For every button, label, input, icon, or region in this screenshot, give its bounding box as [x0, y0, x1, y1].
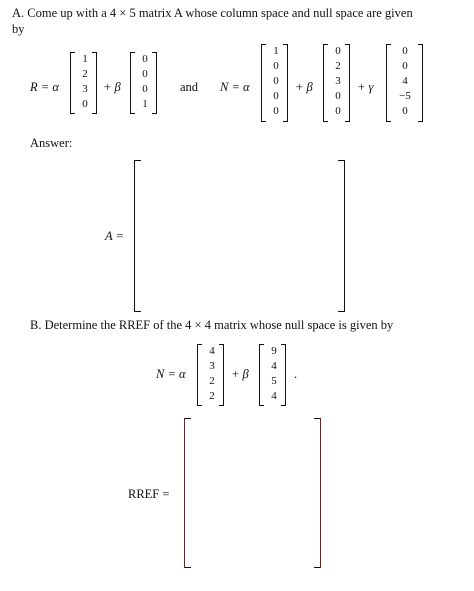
n-v3-entry: 0 — [402, 105, 408, 117]
n-v3-right-bracket — [418, 44, 423, 122]
b-plus-beta: + β — [231, 367, 249, 381]
n-plus-gamma: + γ — [357, 80, 374, 94]
b-v1-entry: 2 — [209, 375, 215, 387]
n-v1-entry: 0 — [273, 90, 279, 102]
r-v2-left-bracket — [130, 52, 135, 114]
b-v1-entry: 2 — [209, 390, 215, 402]
n-v3-entry: 0 — [402, 60, 408, 72]
n-v2-entry: 2 — [335, 60, 341, 72]
b-vector-2 — [267, 344, 281, 404]
part-a-question-line1: A. Come up with a 4 × 5 matrix A whose column space and null space are given — [12, 6, 413, 20]
n-plus-beta: + β — [295, 80, 313, 94]
a-answer-right-bracket[interactable] — [338, 160, 345, 312]
n-v2-entry: 0 — [335, 45, 341, 57]
n-v2-right-bracket — [345, 44, 350, 122]
n-v1-left-bracket — [261, 44, 266, 122]
rref-label: RREF = — [128, 487, 170, 501]
b-v1-right-bracket — [219, 344, 224, 406]
r-v1-entry: 3 — [82, 83, 88, 95]
b-v1-entry: 3 — [209, 360, 215, 372]
n-v1-entry: 0 — [273, 75, 279, 87]
part-b-question: B. Determine the RREF of the 4 × 4 matrix whose null space is given by — [30, 318, 394, 332]
n-label-a: N = α — [220, 80, 250, 94]
n-vector-2 — [331, 44, 345, 119]
n-v2-entry: 3 — [335, 75, 341, 87]
rref-answer-left-bracket[interactable] — [184, 418, 191, 568]
n-v1-entry: 1 — [273, 45, 279, 57]
r-v1-left-bracket — [70, 52, 75, 114]
n-label-b: N = α — [156, 367, 186, 381]
n-vector-1 — [269, 44, 283, 119]
n-v1-entry: 0 — [273, 60, 279, 72]
n-v3-entry: −5 — [399, 90, 411, 102]
n-v3-entry: 0 — [402, 45, 408, 57]
n-v2-entry: 0 — [335, 90, 341, 102]
r-v2-entry: 1 — [142, 98, 148, 110]
part-a-question-line2: by — [12, 22, 25, 36]
r-vector-2 — [138, 52, 152, 112]
r-v1-entry: 2 — [82, 68, 88, 80]
b-v2-entry: 4 — [271, 390, 277, 402]
n-vector-3 — [392, 44, 418, 119]
b-v1-left-bracket — [197, 344, 202, 406]
b-v2-entry: 4 — [271, 360, 277, 372]
n-v3-entry: 4 — [402, 75, 408, 87]
b-v2-left-bracket — [259, 344, 264, 406]
r-label: R = α — [30, 80, 59, 94]
r-v1-entry: 1 — [82, 53, 88, 65]
n-v2-entry: 0 — [335, 105, 341, 117]
rref-answer-right-bracket[interactable] — [314, 418, 321, 568]
period: . — [294, 367, 298, 381]
n-v1-right-bracket — [283, 44, 288, 122]
a-answer-left-bracket[interactable] — [134, 160, 141, 312]
r-plus-beta: + β — [103, 80, 121, 94]
b-v2-entry: 5 — [271, 375, 277, 387]
b-vector-1 — [205, 344, 219, 404]
answer-label: Answer: — [30, 136, 73, 150]
r-v2-entry: 0 — [142, 53, 148, 65]
a-equals-label: A = — [105, 229, 124, 243]
r-v1-entry: 0 — [82, 98, 88, 110]
r-vector-1 — [78, 52, 92, 112]
r-v2-entry: 0 — [142, 83, 148, 95]
n-v2-left-bracket — [323, 44, 328, 122]
r-v1-right-bracket — [92, 52, 97, 114]
b-v1-entry: 4 — [209, 345, 215, 357]
r-v2-entry: 0 — [142, 68, 148, 80]
r-v2-right-bracket — [152, 52, 157, 114]
b-v2-right-bracket — [281, 344, 286, 406]
b-v2-entry: 9 — [271, 345, 277, 357]
n-v3-left-bracket — [386, 44, 391, 122]
and-text: and — [180, 80, 199, 94]
n-v1-entry: 0 — [273, 105, 279, 117]
